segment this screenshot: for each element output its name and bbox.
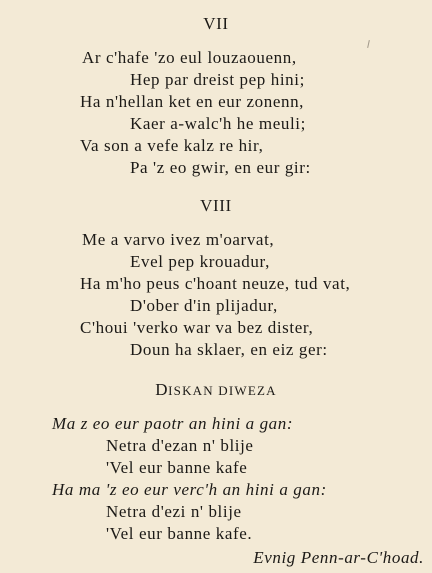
refrain-line: 'Vel eur banne kafe. bbox=[106, 524, 253, 543]
verse-line: C'houi 'verko war va bez dister, bbox=[80, 318, 314, 337]
verse-line: Evel pep krouadur, bbox=[130, 252, 270, 271]
refrain-line: Ha ma 'z eo eur verc'h an hini a gan: bbox=[52, 480, 327, 499]
heading-initial: D bbox=[155, 380, 169, 399]
verse-line: Pa 'z eo gwir, en eur gir: bbox=[130, 158, 311, 177]
verse-line: Doun ha sklaer, en eiz ger: bbox=[130, 340, 328, 359]
author-signature: Evnig Penn-ar-C'hoad. bbox=[253, 548, 424, 567]
verse-line: Hep par dreist pep hini; bbox=[130, 70, 305, 89]
refrain-line: 'Vel eur banne kafe bbox=[106, 458, 248, 477]
heading-rest: ISKAN DIWEZA bbox=[168, 383, 277, 398]
verse-line: D'ober d'in plijadur, bbox=[130, 296, 278, 315]
refrain-line: Netra d'ezi n' blije bbox=[106, 502, 242, 521]
verse-line: Ar c'hafe 'zo eul louzaouenn, bbox=[82, 48, 297, 67]
verse-line: Va son a vefe kalz re hir, bbox=[80, 136, 264, 155]
section-heading-viii: VIII bbox=[200, 196, 232, 215]
verse-line: Ha n'hellan ket en eur zonenn, bbox=[80, 92, 305, 111]
verse-line: Me a varvo ivez m'oarvat, bbox=[82, 230, 275, 249]
refrain-line: Netra d'ezan n' blije bbox=[106, 436, 254, 455]
verse-line: Kaer a-walc'h he meuli; bbox=[130, 114, 306, 133]
final-section-heading bbox=[0, 380, 432, 401]
section-heading-vii: VII bbox=[203, 14, 229, 33]
refrain-line: Ma z eo eur paotr an hini a gan: bbox=[52, 414, 294, 433]
verse-line: Ha m'ho peus c'hoant neuze, tud vat, bbox=[80, 274, 351, 293]
ink-speck bbox=[367, 40, 370, 48]
